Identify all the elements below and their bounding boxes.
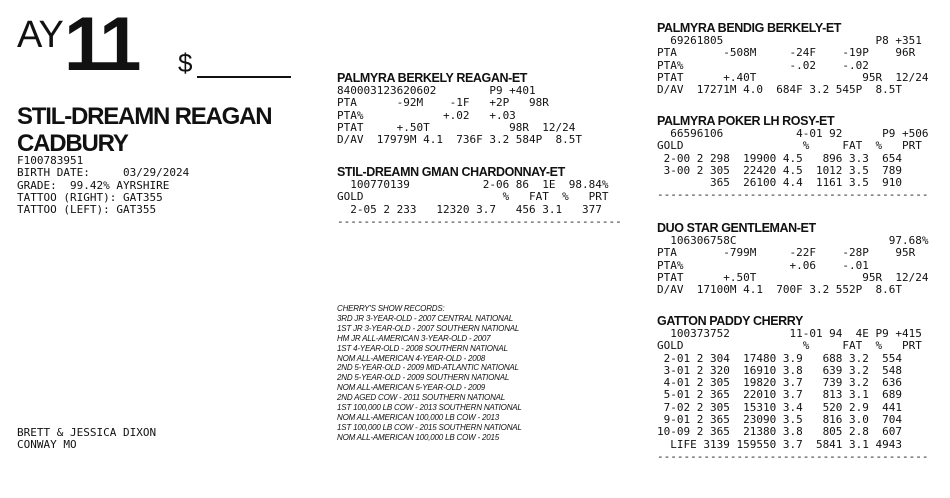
show-record-item: NOM ALL-AMERICAN 100,000 LB COW - 2015: [337, 432, 499, 442]
animal-name-line2: CADBURY: [17, 130, 128, 157]
dam-block: [337, 165, 622, 228]
sire-sire-name: PALMYRA BENDIG BERKELY-ET: [657, 21, 842, 35]
sire-block: [337, 71, 582, 146]
dam-stats: 100770139 2-06 86 1E 98.84% GOLD % FAT % PRT 2-05 2 233 12320 3.7 456 3.1 377 -------------------------------------------: [337, 178, 622, 228]
sire-stats: 840003123620602 P9 +401 PTA -92M -1F +2P 98R PTA% +.02 +.03 PTAT +.50T 98R 12/24 D/AV 17979M 4.1 736F 3.2 584P 8.5T: [337, 84, 583, 147]
price-symbol: $: [178, 48, 193, 78]
show-record-item: 2ND 5-YEAR-OLD - 2009 SOUTHERN NATIONAL: [337, 373, 510, 383]
dam-sire-block: [657, 221, 929, 296]
dam-name: STIL-DREAMN GMAN CHARDONNAY-ET: [337, 165, 565, 179]
show-records-title: CHERRY'S SHOW RECORDS:: [337, 304, 445, 313]
sire-name: PALMYRA BERKELY REAGAN-ET: [337, 71, 528, 85]
consignor: BRETT & JESSICA DIXON CONWAY MO: [17, 426, 157, 452]
price-blank-line: [197, 76, 291, 78]
dam-dam-name: GATTON PADDY CHERRY: [657, 314, 803, 328]
lot-prefix: AY: [17, 14, 63, 56]
show-records: [337, 304, 522, 443]
animal-name-line1: STIL-DREAMN REAGAN: [17, 103, 272, 130]
show-record-item: NOM ALL-AMERICAN 100,000 LB COW - 2013: [337, 412, 499, 422]
sire-dam-name: PALMYRA POKER LH ROSY-ET: [657, 114, 835, 128]
show-record-item: 1ST 100,000 LB COW - 2015 SOUTHERN NATIONAL: [337, 422, 522, 432]
show-record-item: NOM ALL-AMERICAN 5-YEAR-OLD - 2009: [337, 383, 486, 393]
show-record-item: 2ND AGED COW - 2011 SOUTHERN NATIONAL: [337, 393, 506, 403]
sire-sire-block: [657, 21, 929, 96]
show-record-item: 1ST 4-YEAR-OLD - 2008 SOUTHERN NATIONAL: [337, 343, 508, 353]
show-record-item: 2ND 5-YEAR-OLD - 2009 MID-ATLANTIC NATIONAL: [337, 363, 519, 373]
show-record-item: HM JR ALL-AMERICAN 3-YEAR-OLD - 2007: [337, 333, 491, 343]
show-record-item: 3RD JR 3-YEAR-OLD - 2007 CENTRAL NATIONAL: [337, 313, 513, 323]
show-record-item: 1ST 100,000 LB COW - 2013 SOUTHERN NATIONAL: [337, 403, 522, 413]
dam-sire-name: DUO STAR GENTLEMAN-ET: [657, 221, 816, 235]
sire-dam-block: [657, 114, 929, 202]
lot-number: 11: [64, 2, 139, 87]
dam-dam-stats: 100373752 11-01 94 4E P9 +415 GOLD % FAT % PRT 2-01 2 304 17480 3.9 688 3.2 554 3-01 2 320 16910 3.8 639 3.2 548 4-01 2 305 19820 3.7 739 3.2 636 5-01 2 365 22010 3.7 813 3.1 689 7-02 2 305 15310 3.4 520 2.9 441 9-01 2 365 23090 3.5 816 3.0 704 10-09 2 365 21380 3.8 805 2.8 607 LIFE 3139 159550 3.7 5841 3.1 4943 -----------------------------------------: [657, 327, 929, 463]
animal-details: F100783951 BIRTH DATE: 03/29/2024 GRADE: 99.42% AYRSHIRE TATTOO (RIGHT): GAT355 TATTOO (LEFT): GAT355: [17, 154, 190, 217]
sire-dam-stats: 66596106 4-01 92 P9 +506 GOLD % FAT % PRT 2-00 2 298 19900 4.5 896 3.3 654 3-00 2 305 22420 4.5 1012 3.5 789 365 26100 4.4 1161 3.5 910 -----------------------------------------: [657, 127, 929, 202]
sire-sire-stats: 69261805 P8 +351 PTA -508M -24F -19P 96R PTA% -.02 -.02 PTAT +.40T 95R 12/24 D/AV 17271M 4.0 684F 3.2 545P 8.5T: [657, 34, 929, 97]
show-record-item: NOM ALL-AMERICAN 4-YEAR-OLD - 2008: [337, 353, 486, 363]
animal-name: [17, 103, 317, 157]
dam-dam-block: [657, 314, 929, 463]
dam-sire-stats: 106306758C 97.68% PTA -799M -22F -28P 95R PTA% +.06 -.01 PTAT +.50T 95R 12/24 D/AV 17100M 4.1 700F 3.2 552P 8.6T: [657, 234, 929, 297]
show-record-item: 1ST JR 3-YEAR-OLD - 2007 SOUTHERN NATIONAL: [337, 323, 520, 333]
